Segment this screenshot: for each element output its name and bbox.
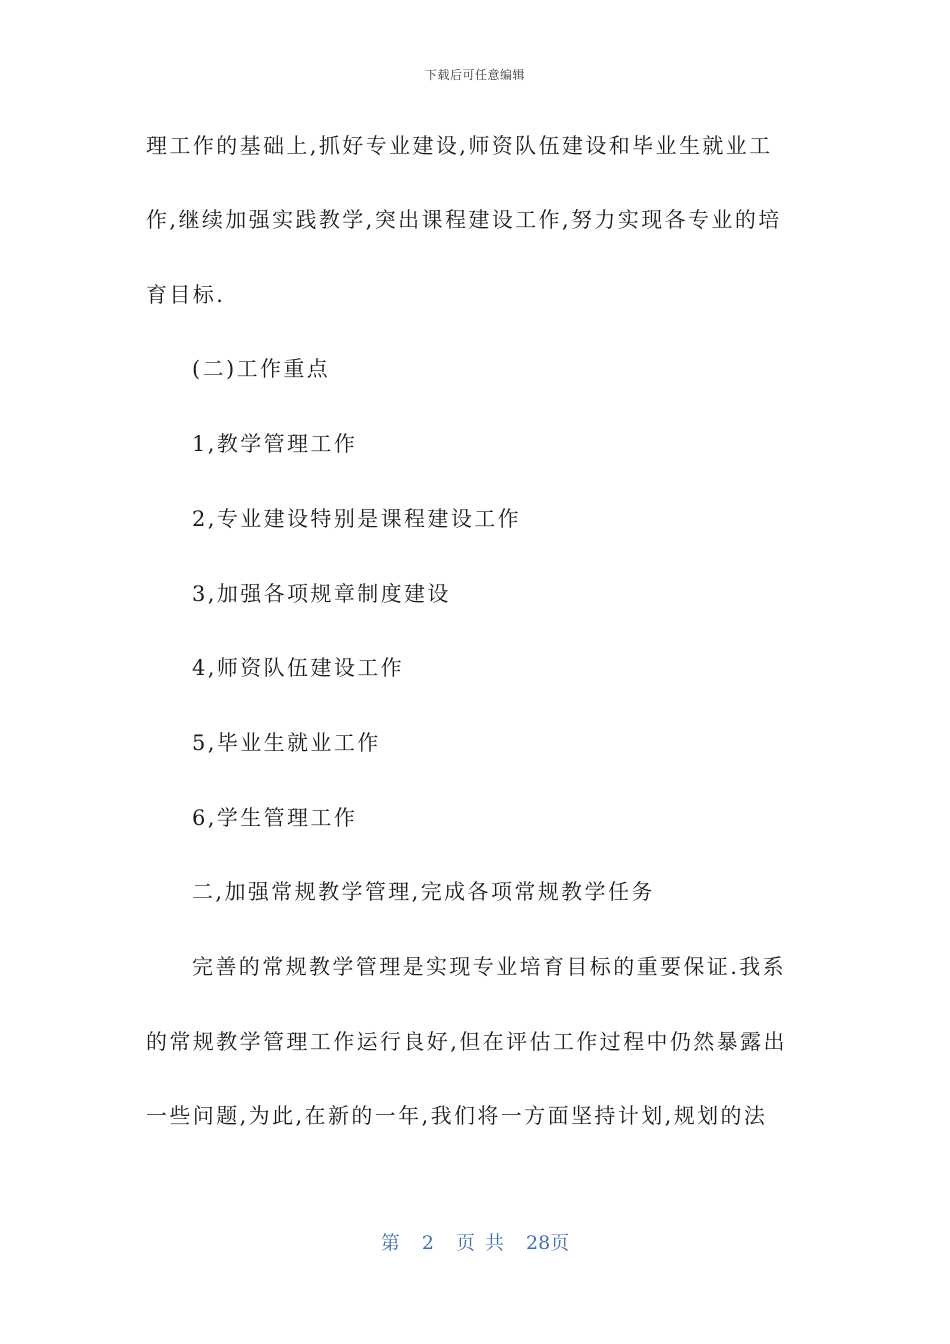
section-heading: 二,加强常规教学管理,完成各项常规教学任务	[192, 880, 655, 904]
page-header-note: 下载后可任意编辑	[424, 68, 525, 82]
paragraph-line: 育目标.	[146, 283, 226, 307]
list-item: 1,教学管理工作	[192, 432, 358, 456]
list-item: 6,学生管理工作	[192, 806, 358, 830]
paragraph-line: 的常规教学管理工作运行良好,但在评估工作过程中仍然暴露出	[146, 1030, 787, 1054]
list-item: 2,专业建设特别是课程建设工作	[192, 507, 522, 531]
paragraph-line: 完善的常规教学管理是实现专业培育目标的重要保证.我系	[192, 955, 787, 979]
paragraph-line: 作,继续加强实践教学,突出课程建设工作,努力实现各专业的培	[146, 208, 782, 232]
list-item: 4,师资队伍建设工作	[192, 656, 405, 680]
section-heading: (二)工作重点	[192, 357, 331, 381]
paragraph-line: 一些问题,为此,在新的一年,我们将一方面坚持计划,规划的法	[146, 1104, 768, 1128]
list-item: 3,加强各项规章制度建设	[192, 582, 451, 606]
paragraph-line: 理工作的基础上,抓好专业建设,师资队伍建设和毕业生就业工	[146, 134, 773, 158]
footer-total-pages: 28页	[526, 1232, 570, 1254]
list-item: 5,毕业生就业工作	[192, 731, 381, 755]
footer-prefix: 第	[380, 1232, 400, 1254]
page-footer	[0, 1228, 950, 1255]
footer-current-page: 2	[421, 1232, 434, 1254]
footer-middle: 页 共	[455, 1232, 504, 1254]
